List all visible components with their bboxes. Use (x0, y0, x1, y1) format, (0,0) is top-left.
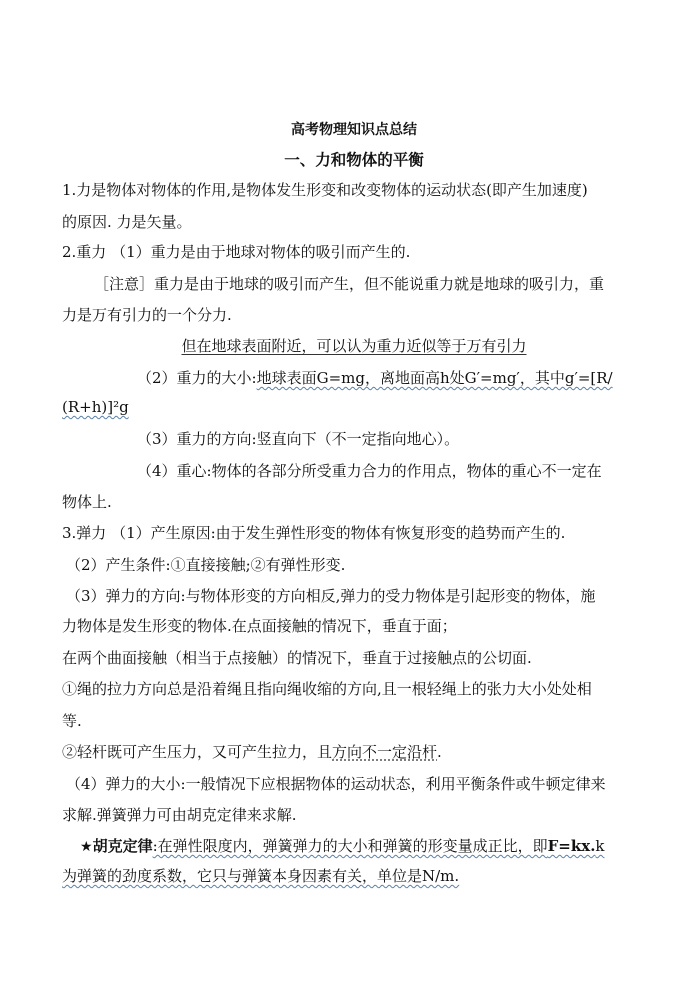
gravity-direction: （3）重力的方向:竖直向下（不一定指向地心）。 (137, 430, 460, 448)
section-heading: 一、力和物体的平衡 (284, 150, 424, 169)
rope-line-1: ①绳的拉力方向总是沿着绳且指向绳收缩的方向,且一根轻绳上的张力大小处处相 (62, 680, 592, 698)
note-line-1: ［注意］重力是由于地球的吸引而产生，但不能说重力就是地球的吸引力，重 (94, 275, 605, 293)
paragraph-1-line-2: 的原因. 力是矢量。 (62, 213, 192, 231)
rope-line-2: 等. (62, 712, 82, 730)
centered-note-text: 但在地球表面附近，可以认为重力近似等于万有引力 (181, 337, 527, 355)
hooke-line-2 (62, 865, 646, 887)
doc-title: 高考物理知识点总结 (291, 122, 417, 138)
elastic-magnitude-line-2: 求解.弹簧弹力可由胡克定律来求解. (62, 806, 297, 824)
hooke-label: 胡克定律 (92, 837, 153, 855)
rod-underlined: 方向不一定沿杆 (332, 743, 438, 761)
center-of-gravity-line-2: 物体上. (62, 493, 112, 511)
gravity-magnitude-line-1 (137, 367, 646, 389)
gravity-magnitude-formula-end: (R+h)]²g (62, 398, 129, 416)
hooke-line-1 (80, 835, 646, 858)
elastic-condition: （2）产生条件:①直接接触;②有弹性形变. (66, 556, 346, 574)
elastic-direction-line-3: 在两个曲面接触（相当于点接触）的情况下，垂直于过接触点的公切面. (62, 649, 532, 667)
elastic-direction-line-2: 力物体是发生形变的物体.在点面接触的情况下，垂直于面； (62, 617, 457, 635)
note-line-2: 力是万有引力的一个分力. (62, 306, 232, 324)
rod-suffix: . (437, 743, 442, 761)
rod-prefix: ②轻杆既可产生压力，又可产生拉力，且 (62, 743, 333, 761)
rod-line (62, 741, 646, 763)
star-icon: ★ (80, 839, 93, 855)
paragraph-2-line-1: 2.重力 （1）重力是由于地球对物体的吸引而产生的. (62, 243, 411, 261)
elastic-direction-line-1: （3）弹力的方向:与物体形变的方向相反,弹力的受力物体是引起形变的物体，施 (66, 587, 596, 605)
hooke-line-2-text: 为弹簧的劲度系数，它只与弹簧本身因素有关，单位是N/m. (62, 867, 460, 885)
elastic-magnitude-line-1: （4）弹力的大小:一般情况下应根据物体的运动状态，利用平衡条件或牛顿定律来 (66, 775, 606, 793)
gravity-magnitude-formula: 地球表面G=mg，离地面高h处G′=mg′，其中g′=[R/ (256, 369, 613, 387)
hooke-text: :在弹性限度内，弹簧弹力的大小和弹簧的形变量成正比，即 (152, 837, 548, 855)
hooke-k: k (595, 837, 605, 855)
centered-note (62, 335, 646, 357)
hooke-formula: F=kx. (547, 837, 596, 855)
gravity-magnitude-prefix: （2）重力的大小: (137, 369, 257, 387)
center-of-gravity-line-1: （4）重心:物体的各部分所受重力合力的作用点，物体的重心不一定在 (137, 462, 602, 480)
elastic-force-line-1: 3.弹力 （1）产生原因:由于发生弹性形变的物体有恢复形变的趋势而产生的. (62, 524, 566, 542)
gravity-magnitude-line-2 (62, 396, 646, 418)
paragraph-1-line-1: 1.力是物体对物体的作用,是物体发生形变和改变物体的运动状态(即产生加速度) (62, 181, 588, 199)
